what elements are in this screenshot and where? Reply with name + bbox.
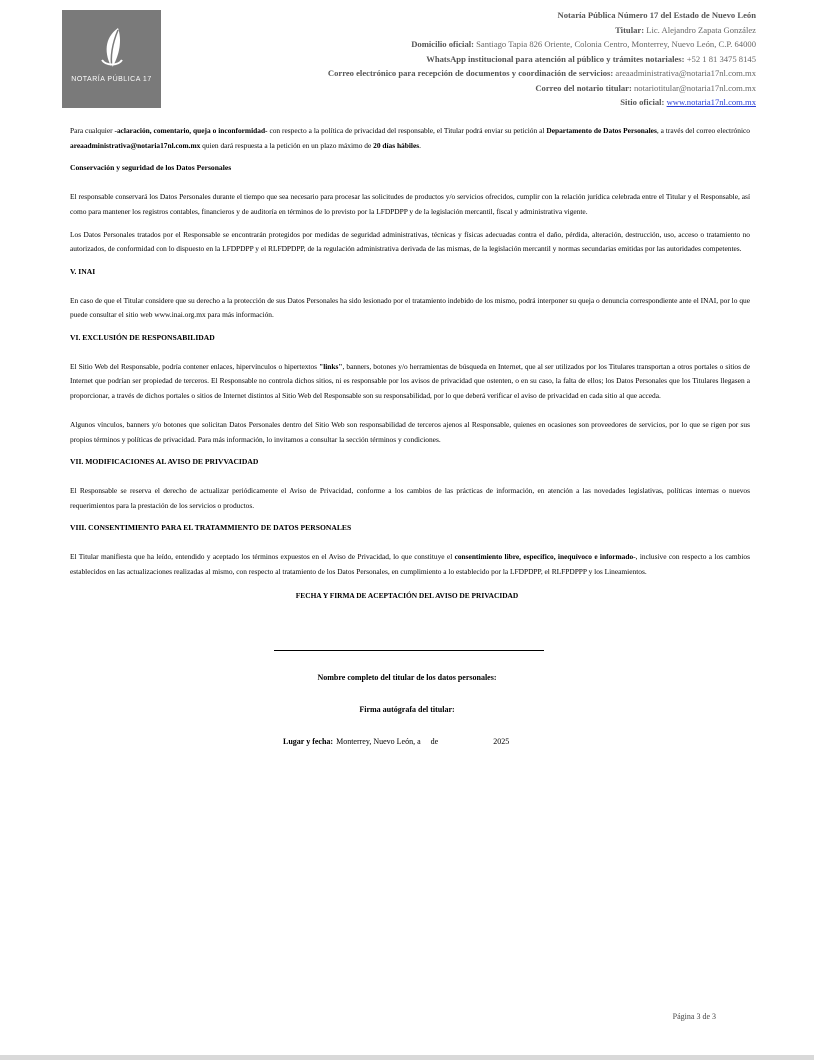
titular-label: Titular: bbox=[615, 24, 645, 35]
text-bold: Departamento de Datos Personales bbox=[546, 126, 657, 135]
header-contact-block bbox=[236, 8, 756, 110]
domicilio-value: Santiago Tapia 826 Oriente, Colonia Centro, Monterrey, Nuevo León, C.P. 64000 bbox=[476, 39, 756, 49]
text: quien dará respuesta a la petición en un plazo máximo de bbox=[200, 140, 374, 150]
place-label: Lugar y fecha: bbox=[283, 737, 334, 746]
text-bold: -aclaración, comentario, queja o inconformidad- bbox=[114, 126, 268, 135]
paragraph-inai: En caso de que el Titular considere que su derecho a la protección de sus Datos Personales ha sido lesionado por el tratamiento indebido de los mismo, podrá interponer su queja o denuncia correspondiente ante el INAI, por lo que puede consultar el sitio web www.inai.org.mx para más información. bbox=[70, 295, 750, 320]
paragraph-seguridad: Los Datos Personales tratados por el Responsable se encontrarán protegidos por medidas de seguridad administrativas, técnicas y físicas adecuadas contra el daño, pérdida, alteración, destrucción, uso, acceso o tratamiento no autorizados, de conformidad con lo dispuesto en la LFDPDPP y el RLFDPDPP, de la regulación administrativa derivada de las mismas, de la legislación mercantil y normas secundarias emitidas por las autoridades competentes. bbox=[70, 229, 750, 254]
notary-name: Notaría Pública Número 17 del Estado de Nuevo León bbox=[557, 10, 756, 20]
titular-value: Lic. Alejandro Zapata González bbox=[646, 24, 756, 35]
date-year: 2025 bbox=[493, 737, 510, 746]
paragraph-conservacion: El responsable conservará los Datos Personales durante el tiempo que sea necesario para procesar las solicitudes de productos y/o servicios ofrecidos, cumplir con la relación jurídica celebrada entre el Titular y el Responsable, así como para mantener los registros contables, financieros y de auditoría en términos de lo previsto por la LFDPDPP y de la legislación mercantil, fiscal y administrativa vigente. bbox=[70, 192, 750, 216]
text: El Titular manifiesta que ha leído, entendido y aceptado los términos expuestos en el Aviso de Privacidad, lo que constituye el bbox=[70, 552, 455, 562]
heading-inai: V. INAI bbox=[70, 266, 96, 276]
paragraph-exclusion bbox=[70, 360, 750, 404]
correo-notario-label: Correo del notario titular: bbox=[535, 82, 632, 93]
correo-notario-value: notariotitular@notaria17nl.com.mx bbox=[634, 82, 756, 93]
sitio-link[interactable]: www.notaria17nl.com.mx bbox=[666, 97, 756, 107]
text: con respecto a la política de privacidad del responsable, el Titular podrá enviar su petición al bbox=[267, 126, 547, 135]
text: , inclusive con respecto a los cambios establecidos en las actualizaciones realizadas al mismo, con respecto al tratamiento de los Datos Personales, en cumplimiento a lo establecido por la LFDPDPP, el RLFPDPPP y los Lineamientos. bbox=[70, 552, 750, 576]
paragraph-contact bbox=[70, 124, 750, 153]
heading-conservacion: Conservación y seguridad de los Datos Personales bbox=[70, 163, 232, 173]
document-body bbox=[70, 124, 750, 579]
correo-label: Correo electrónico para recepción de documentos y coordinación de servicios: bbox=[327, 68, 614, 78]
text: , a través del correo electrónico bbox=[656, 126, 750, 135]
whatsapp-value: +52 1 81 3475 8145 bbox=[686, 53, 756, 64]
signature-title: FECHA Y FIRMA DE ACEPTACIÓN DEL AVISO DE PRIVACIDAD bbox=[295, 591, 519, 600]
whatsapp-label: WhatsApp institucional para atención al público y trámites notariales: bbox=[426, 53, 685, 64]
paragraph-vinculos: Algunos vínculos, banners y/o botones que solicitan Datos Personales dentro del Sitio Web son responsabilidad de terceros ajenos al Responsable, quienes en ocasiones son proveedores de servicios, por lo que se rigen por sus propios términos y políticas de privacidad. Para más información, lo invitamos a consultar la sección términos y condiciones. bbox=[70, 419, 750, 444]
text: El Sitio Web del Responsable, podría contener enlaces, hipervínculos o hipertextos bbox=[70, 361, 320, 371]
text: . bbox=[419, 140, 421, 150]
signature-line bbox=[274, 650, 544, 651]
signature-name-label: Nombre completo del titular de los datos personales: bbox=[317, 673, 497, 682]
heading-modificaciones: VII. MODIFICACIONES AL AVISO DE PRIVVACIDAD bbox=[70, 457, 259, 467]
logo-text: NOTARÍA PÚBLICA 17 bbox=[71, 76, 152, 83]
viewer-bottom-bar bbox=[0, 1055, 814, 1060]
text: , banners, botones y/o herramientas de búsqueda en Internet, que al ser utilizados por los Titulares transportan a otros portales o sitios de Internet que podrían ser propiedad de terceros. El Responsable no controla dichos sitios, ni es responsable por los avisos de privacidad que ostenten, o en su caso, la falta de ellos; los Datos Personales que los Titulares llegasen a proporcionar, a través de dichos portales o sitios de Internet distintos al Sitio Web del Responsable son su responsabilidad, por lo que deberá verificar el aviso de privacidad en cada sitio al que acceda. bbox=[70, 361, 751, 401]
page-number: Página 3 de 3 bbox=[672, 1012, 716, 1021]
heading-exclusion: VI. EXCLUSIÓN DE RESPONSABILIDAD bbox=[70, 333, 215, 343]
domicilio-label: Domicilio oficial: bbox=[411, 39, 474, 49]
paragraph-modificaciones: El Responsable se reserva el derecho de actualizar periódicamente el Aviso de Privacidad, conforme a los cambios de las prácticas de información, en atención a las novedades legislativas, políticas internas o nuevos requerimientos para la prestación de los servicios o productos. bbox=[70, 485, 750, 510]
text-bold: "links" bbox=[319, 361, 343, 371]
heading-consentimiento: VIII. CONSENTIMIENTO PARA EL TRATAMMIENTO DE DATOS PERSONALES bbox=[70, 523, 352, 533]
date-de: de bbox=[430, 737, 439, 746]
signature-firma-label: Firma autógrafa del titular: bbox=[359, 705, 455, 714]
sitio-label: Sitio oficial: bbox=[620, 97, 665, 107]
signature-place-date bbox=[283, 737, 509, 746]
paragraph-consentimiento bbox=[70, 550, 750, 579]
correo-value: areaadministrativa@notaria17nl.com.mx bbox=[615, 68, 756, 78]
text-bold: 20 días hábiles bbox=[373, 140, 420, 150]
text: Para cualquier bbox=[70, 126, 115, 135]
feather-quill-icon bbox=[92, 24, 132, 72]
notary-logo bbox=[62, 10, 161, 108]
text-bold: consentimiento libre, específico, inequívoco e informado- bbox=[454, 552, 636, 562]
email-bold: areaadministrativa@notaria17nl.com.mx bbox=[70, 140, 201, 150]
place-value: Monterrey, Nuevo León, a bbox=[336, 737, 421, 746]
